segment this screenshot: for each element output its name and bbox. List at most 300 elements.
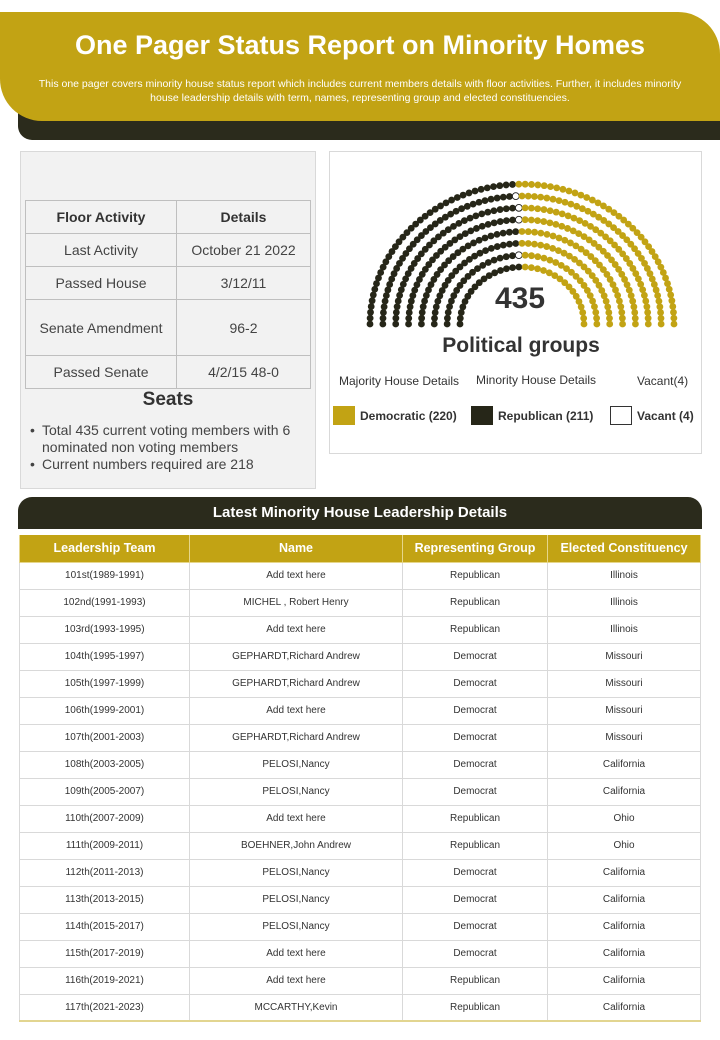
seat-dot: [669, 303, 676, 310]
seat-dot: [445, 309, 452, 316]
seat-dot: [418, 321, 425, 328]
cell-name: BOEHNER,John Andrew: [190, 832, 403, 859]
seat-dot: [491, 207, 498, 214]
legend-label: Democratic (220): [360, 408, 457, 423]
seat-dot: [485, 259, 492, 266]
seat-dot: [643, 303, 650, 310]
cell-elected-constituency: California: [548, 778, 701, 805]
seat-dot: [503, 265, 510, 272]
seat-dot: [478, 186, 485, 193]
cell-name: Add text here: [190, 697, 403, 724]
cell-name: PELOSI,Nancy: [190, 913, 403, 940]
seat-dot: [550, 196, 557, 203]
cell-leadership-team: 110th(2007-2009): [20, 805, 190, 832]
cell-representing-group: Republican: [403, 616, 548, 643]
seat-dot: [667, 292, 674, 299]
cell-leadership-team: 108th(2003-2005): [20, 751, 190, 778]
seat-dot: [472, 212, 479, 219]
seats-bullet-list: [30, 422, 312, 473]
cell-leadership-team: 112th(2011-2013): [20, 859, 190, 886]
table-row: [20, 859, 701, 886]
table-row: [20, 967, 701, 994]
cell-elected-constituency: Ohio: [548, 832, 701, 859]
seat-dot: [616, 298, 623, 305]
cell-leadership-team: 103rd(1993-1995): [20, 616, 190, 643]
legend-democratic: [333, 406, 457, 425]
floor-row: [26, 356, 311, 389]
legend-swatch-vacant: [610, 406, 632, 425]
leadership-table: [19, 535, 701, 1022]
seat-dot: [491, 257, 498, 264]
seat-dot: [485, 221, 492, 228]
seat-dot: [593, 321, 600, 328]
leadership-section-bar: [18, 497, 702, 529]
legend-vacant: [610, 406, 694, 425]
minority-house-label: Minority House Details: [476, 373, 597, 387]
seat-dot: [482, 197, 489, 204]
seat-dot: [444, 315, 451, 322]
seat-dot: [619, 321, 626, 328]
seat-dot: [484, 184, 491, 191]
cell-elected-constituency: California: [548, 994, 701, 1021]
cell-leadership-team: 105th(1997-1999): [20, 670, 190, 697]
seat-dot: [558, 223, 565, 230]
seat-dot: [541, 255, 548, 262]
seat-dot: [641, 292, 648, 299]
cell-elected-constituency: California: [548, 751, 701, 778]
cell-leadership-team: 111th(2009-2011): [20, 832, 190, 859]
seat-dot: [506, 193, 513, 200]
seat-dot: [671, 321, 678, 328]
cell-name: Add text here: [190, 805, 403, 832]
seat-dot: [512, 240, 519, 247]
seat-dot: [537, 230, 544, 237]
seat-dot: [444, 321, 451, 328]
seat-dot: [645, 315, 652, 322]
seat-dot: [522, 204, 529, 211]
legend-swatch-republican: [471, 406, 493, 425]
seat-dot: [629, 298, 636, 305]
seat-dot: [540, 218, 547, 225]
cell-representing-group: Democrat: [403, 886, 548, 913]
cell-name: PELOSI,Nancy: [190, 751, 403, 778]
majority-house-label: Majority House Details: [339, 374, 460, 388]
seat-dot: [500, 242, 507, 249]
cell-elected-constituency: California: [548, 913, 701, 940]
seat-dot: [432, 309, 439, 316]
cell-representing-group: Republican: [403, 562, 548, 589]
seat-dot: [547, 207, 554, 214]
seat-dot: [476, 199, 483, 206]
seat-dot: [515, 216, 522, 223]
seat-dot: [531, 193, 538, 200]
seat-dot: [630, 303, 637, 310]
seat-dot: [497, 267, 504, 274]
cell-leadership-team: 116th(2019-2021): [20, 967, 190, 994]
seat-dot: [550, 233, 557, 240]
cell-representing-group: Republican: [403, 589, 548, 616]
seat-dot: [541, 182, 548, 189]
seat-dot: [503, 253, 510, 260]
seat-dot: [484, 209, 491, 216]
seat-dot: [382, 298, 389, 305]
floor-cell-details: 96-2: [177, 300, 311, 356]
seat-dot: [528, 252, 535, 259]
seat-dot: [644, 309, 651, 316]
seat-dot: [592, 309, 599, 316]
seat-dot: [546, 219, 553, 226]
cell-representing-group: Republican: [403, 832, 548, 859]
seat-dot: [544, 231, 551, 238]
cell-representing-group: Democrat: [403, 859, 548, 886]
seat-dot: [368, 303, 375, 310]
seat-dot: [494, 231, 501, 238]
seat-dot: [605, 309, 612, 316]
seat-dot: [541, 206, 548, 213]
seat-dot: [519, 228, 526, 235]
legend-swatch-democratic: [333, 406, 355, 425]
cell-representing-group: Republican: [403, 967, 548, 994]
seat-dot: [515, 204, 522, 211]
floor-table-header: [26, 201, 311, 234]
seat-dot: [580, 315, 587, 322]
seat-dot: [578, 192, 585, 199]
seat-dot: [473, 225, 480, 232]
seat-dot: [506, 241, 513, 248]
seat-dot: [534, 182, 541, 189]
leadership-section-title: Latest Minority House Leadership Details: [212, 504, 508, 521]
seat-dot: [418, 315, 425, 322]
seat-dot: [488, 196, 495, 203]
header-elected-constituency: Elected Constituency: [548, 535, 701, 562]
seat-dot: [394, 303, 401, 310]
table-row: [20, 670, 701, 697]
cell-representing-group: Democrat: [403, 940, 548, 967]
cell-representing-group: Democrat: [403, 913, 548, 940]
table-row: [20, 697, 701, 724]
table-row: [20, 616, 701, 643]
seat-dot: [534, 265, 541, 272]
seat-dot: [512, 193, 519, 200]
seat-dot: [531, 229, 538, 236]
cell-representing-group: Democrat: [403, 697, 548, 724]
cell-leadership-team: 104th(1995-1997): [20, 643, 190, 670]
political-groups-title: Political groups: [442, 334, 600, 357]
seat-dot: [519, 193, 526, 200]
floor-cell-details: 3/12/11: [177, 267, 311, 300]
seat-dot: [559, 210, 566, 217]
seat-dot: [645, 321, 652, 328]
table-row: [20, 724, 701, 751]
seat-dot: [537, 194, 544, 201]
seat-dot: [642, 298, 649, 305]
table-row: [20, 940, 701, 967]
cell-elected-constituency: Missouri: [548, 643, 701, 670]
seat-dot: [565, 212, 572, 219]
seat-dot: [464, 203, 471, 210]
seat-dot: [503, 205, 510, 212]
cell-leadership-team: 107th(2001-2003): [20, 724, 190, 751]
cell-name: Add text here: [190, 562, 403, 589]
seat-dot: [509, 217, 516, 224]
seat-dot: [668, 297, 675, 304]
cell-name: Add text here: [190, 616, 403, 643]
cell-name: MICHEL , Robert Henry: [190, 589, 403, 616]
cell-elected-constituency: Illinois: [548, 562, 701, 589]
seat-dot: [392, 321, 399, 328]
seat-dot: [488, 233, 495, 240]
seats-bullet: • Total 435 current voting members with 6 nominated non voting members: [30, 422, 312, 456]
seat-dot: [579, 309, 586, 316]
seat-dot: [522, 264, 529, 271]
cell-leadership-team: 114th(2015-2017): [20, 913, 190, 940]
table-row: [20, 778, 701, 805]
floor-row: [26, 267, 311, 300]
cell-representing-group: Republican: [403, 994, 548, 1021]
cell-leadership-team: 109th(2005-2007): [20, 778, 190, 805]
seat-dot: [617, 303, 624, 310]
seat-dot: [367, 309, 374, 316]
seat-dot: [666, 286, 673, 293]
seat-dot: [454, 194, 461, 201]
floor-cell-activity: Senate Amendment: [26, 300, 177, 356]
cell-name: PELOSI,Nancy: [190, 886, 403, 913]
cell-elected-constituency: Missouri: [548, 724, 701, 751]
seat-dot: [525, 193, 532, 200]
seat-dot: [482, 235, 489, 242]
floor-cell-activity: Passed Senate: [26, 356, 177, 389]
seat-dot: [522, 252, 529, 259]
header-name: Name: [190, 535, 403, 562]
seat-dot: [369, 297, 376, 304]
floor-header-details: Details: [177, 201, 311, 234]
table-row: [20, 994, 701, 1021]
cell-leadership-team: 115th(2017-2019): [20, 940, 190, 967]
seat-dot: [658, 321, 665, 328]
seat-dot: [497, 255, 504, 262]
cell-leadership-team: 106th(1999-2001): [20, 697, 190, 724]
header-representing-group: Representing Group: [403, 535, 548, 562]
legend-republican: [471, 406, 593, 425]
cell-name: GEPHARDT,Richard Andrew: [190, 670, 403, 697]
header-leadership-team: Leadership Team: [20, 535, 190, 562]
cell-elected-constituency: California: [548, 886, 701, 913]
seat-dot: [506, 229, 513, 236]
seat-dot: [367, 315, 374, 322]
floor-activity-table: [25, 200, 311, 389]
seat-dot: [572, 190, 579, 197]
seat-dot: [488, 245, 495, 252]
cell-name: PELOSI,Nancy: [190, 859, 403, 886]
cell-elected-constituency: California: [548, 940, 701, 967]
seat-dot: [559, 186, 566, 193]
table-row: [20, 805, 701, 832]
seat-dot: [549, 245, 556, 252]
seat-dot: [420, 303, 427, 310]
seat-dot: [567, 201, 574, 208]
cell-representing-group: Democrat: [403, 778, 548, 805]
seat-dot: [547, 257, 554, 264]
vacant-label: Vacant(4): [637, 374, 689, 388]
seat-dot: [509, 264, 516, 271]
seat-dot: [482, 247, 489, 254]
table-row: [20, 832, 701, 859]
cell-elected-constituency: Ohio: [548, 805, 701, 832]
seat-dot: [519, 240, 526, 247]
legend-label: Vacant (4): [637, 408, 694, 423]
leadership-table-body: [20, 562, 701, 1021]
seat-dot: [466, 190, 473, 197]
seat-dot: [393, 309, 400, 316]
floor-header-activity: Floor Activity: [26, 201, 177, 234]
table-row: [20, 886, 701, 913]
seat-dot: [431, 315, 438, 322]
cell-name: Add text here: [190, 967, 403, 994]
seat-dot: [591, 303, 598, 310]
seat-dot: [525, 240, 532, 247]
seat-dot: [406, 309, 413, 316]
seat-dot: [556, 235, 563, 242]
seat-dot: [494, 195, 501, 202]
seat-dot: [460, 192, 467, 199]
seat-dot: [467, 215, 474, 222]
seat-dot: [478, 210, 485, 217]
seat-dot: [547, 183, 554, 190]
seat-dot: [534, 217, 541, 224]
seat-dot: [553, 184, 560, 191]
floor-cell-details: October 21 2022: [177, 234, 311, 267]
legend-label: Republican (211): [498, 408, 594, 423]
seat-dot: [503, 182, 510, 189]
seat-dot: [522, 216, 529, 223]
seat-dot: [604, 303, 611, 310]
seat-dot: [380, 309, 387, 316]
seat-dot: [497, 218, 504, 225]
seat-dot: [515, 181, 522, 188]
cell-representing-group: Democrat: [403, 670, 548, 697]
seat-dot: [491, 219, 498, 226]
seat-dot: [656, 298, 663, 305]
seat-dot: [528, 181, 535, 188]
page-title: One Pager Status Report on Minority Homes: [74, 30, 646, 60]
seat-dot: [509, 252, 516, 259]
seat-dot: [367, 321, 374, 328]
seat-dot: [534, 253, 541, 260]
seat-dot: [618, 309, 625, 316]
seat-dot: [656, 303, 663, 310]
seat-dot: [562, 199, 569, 206]
table-row: [20, 562, 701, 589]
page-subtitle: This one pager covers minority house status report which includes current members details with floor activities. Further, it includes minority house leadership details with term, names, representing group and elected constituencies.: [38, 78, 682, 104]
seat-dot: [515, 264, 522, 271]
seat-dot: [370, 292, 377, 299]
seat-dot: [632, 321, 639, 328]
cell-leadership-team: 113th(2013-2015): [20, 886, 190, 913]
seat-dot: [407, 303, 414, 310]
floor-cell-details: 4/2/15 48-0: [177, 356, 311, 389]
seat-dot: [494, 243, 501, 250]
seat-dot: [619, 315, 626, 322]
seat-dot: [515, 252, 522, 259]
seat-dot: [479, 223, 486, 230]
cell-representing-group: Republican: [403, 805, 548, 832]
seat-dot: [528, 205, 535, 212]
seat-dot: [528, 264, 535, 271]
cell-elected-constituency: Missouri: [548, 670, 701, 697]
seat-dot: [543, 195, 550, 202]
seat-dot: [500, 194, 507, 201]
seat-dot: [543, 243, 550, 250]
seat-dot: [470, 201, 477, 208]
table-row: [20, 589, 701, 616]
cell-name: GEPHARDT,Richard Andrew: [190, 724, 403, 751]
seat-dot: [392, 315, 399, 322]
seats-title: Seats: [142, 389, 194, 410]
cell-elected-constituency: California: [548, 859, 701, 886]
seat-dot: [553, 209, 560, 216]
cell-leadership-team: 101st(1989-1991): [20, 562, 190, 589]
seat-dot: [525, 228, 532, 235]
seat-dot: [537, 242, 544, 249]
leadership-table-header: [20, 535, 701, 562]
table-row: [20, 913, 701, 940]
seat-dot: [566, 188, 573, 195]
seat-dot: [500, 230, 507, 237]
seat-dot: [528, 217, 535, 224]
floor-row: [26, 300, 311, 356]
cell-leadership-team: 117th(2021-2023): [20, 994, 190, 1021]
seat-dot: [472, 188, 479, 195]
seat-dot: [581, 321, 588, 328]
seat-dot: [534, 205, 541, 212]
cell-name: PELOSI,Nancy: [190, 778, 403, 805]
seats-bullet: • Current numbers required are 218: [30, 456, 312, 473]
table-row: [20, 751, 701, 778]
seat-dot: [419, 309, 426, 316]
seat-dot: [509, 205, 516, 212]
cell-elected-constituency: Illinois: [548, 616, 701, 643]
seat-dot: [654, 292, 661, 299]
seat-dot: [490, 183, 497, 190]
cell-representing-group: Democrat: [403, 751, 548, 778]
cell-elected-constituency: Illinois: [548, 589, 701, 616]
seat-dot: [497, 206, 504, 213]
floor-cell-activity: Passed House: [26, 267, 177, 300]
seat-dot: [522, 181, 529, 188]
table-row: [20, 643, 701, 670]
seat-dot: [531, 241, 538, 248]
seat-dot: [670, 315, 677, 322]
seat-dot: [476, 237, 483, 244]
seat-dot: [593, 315, 600, 322]
floor-cell-activity: Last Activity: [26, 234, 177, 267]
cell-name: GEPHARDT,Richard Andrew: [190, 643, 403, 670]
seat-dot: [552, 221, 559, 228]
seat-dot: [496, 182, 503, 189]
seat-dot: [606, 321, 613, 328]
seat-dot: [512, 228, 519, 235]
seat-dot: [509, 181, 516, 188]
cell-leadership-team: 102nd(1991-1993): [20, 589, 190, 616]
seat-dot: [381, 303, 388, 310]
cell-representing-group: Democrat: [403, 643, 548, 670]
seat-dot: [503, 217, 510, 224]
cell-name: Add text here: [190, 940, 403, 967]
seat-dot: [457, 321, 464, 328]
seat-dot: [670, 309, 677, 316]
seat-dot: [556, 197, 563, 204]
cell-name: MCCARTHY,Kevin: [190, 994, 403, 1021]
